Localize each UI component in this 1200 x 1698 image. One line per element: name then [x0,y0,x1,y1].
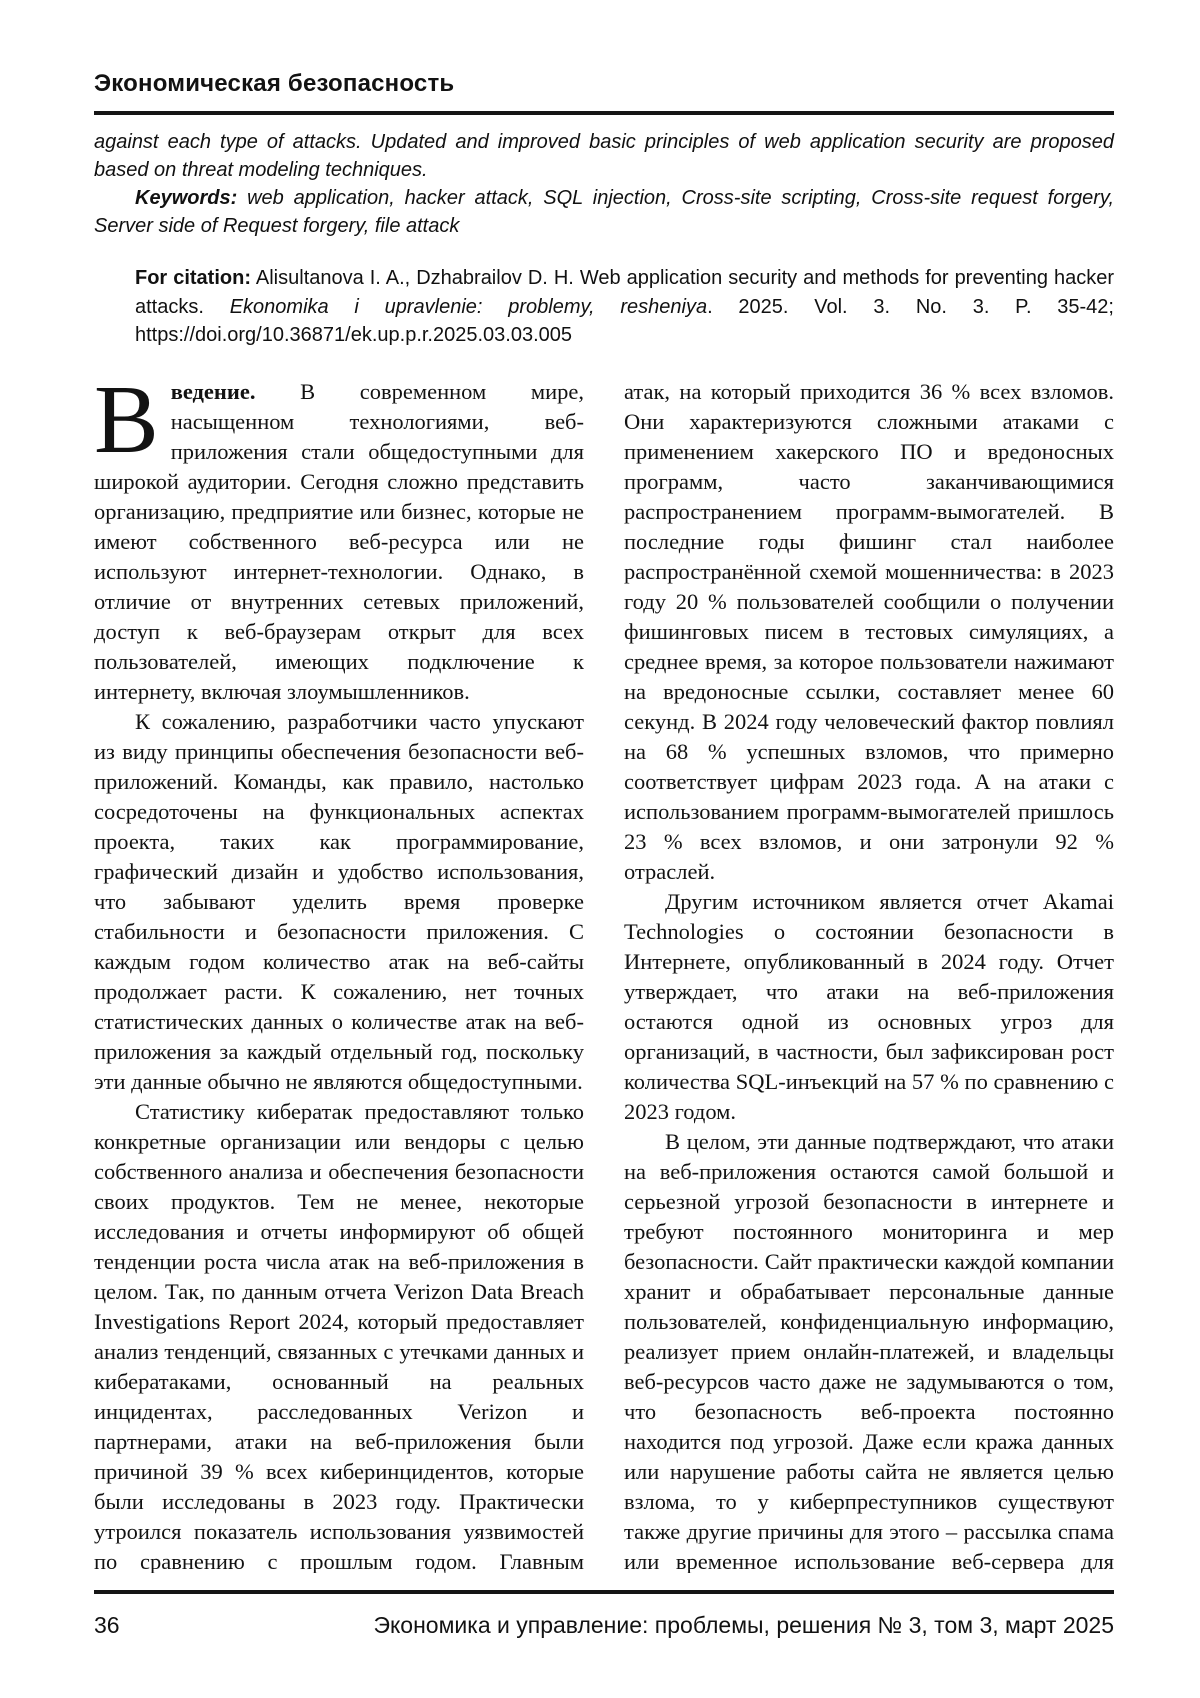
keywords-label: Keywords: [135,187,238,209]
keywords-text: web application, hacker attack, SQL injection, Cross-site scripting, Cross-site request forgery, Server side of Request forgery, file attack [94,187,1114,237]
citation-authors-title: Alisultanova I. A., Dzhabrailov D. H. Web application security and methods for preventing hacker attacks. [135,267,1114,318]
citation-details: . 2025. Vol. 3. No. 3. P. 35-42; https://doi.org/10.36871/ek.up.p.r.2025.03.03.005 [135,295,1114,346]
body-paragraph: К сожалению, разработчики часто упускают из виду принципы обеспечения безопасности веб-приложений. Команды, как правило, настолько сосредоточены на функциональных аспектах проекта, таких как программирование, графический дизайн и удобство использования, что забывают уделить время проверке стабильности и безопасности приложения. С каждым годом количество атак на веб-сайты продолжает расти. К сожалению, нет точных статистических данных о количестве атак на веб-приложения за каждый отдельный год, поскольку эти данные обычно не являются общедоступными. [94,708,584,1094]
abstract-block [94,128,1114,240]
footer-row [94,1594,1114,1639]
body-paragraph: Статистику кибератак предоставляют только конкретные организации или вендоры с целью собственного анализа и обеспечения безопасности своих продуктов. Тем не менее, некоторые исследования и отчеты информируют об общей тенденции роста числа атак на веб-приложения в целом. Так, по данным отчета Verizon Data Breach Investigations Report 2024, который предоставляет анализ тенденций, связанных с утечками данных и кибератаками, основанный на реальных инцидентах, расследованных Verizon и партнерами, атаки на веб-приложения были причиной 39 % всех киберинцидентов, которые были исследованы в 2023 году. Практически утроился показатель использования уязвимостей по сравнению с прошлым годом. Главным [94,1098,584,1573]
citation-block [135,264,1114,350]
body-paragraph-continuation: атак, на который приходится 36 % всех взломов. Они характеризуются сложными атаками с применением хакерского ПО и вредоносных программ, часто заканчивающимися распространением программ-вымогателей. В последние годы фишинг стал наиболее распространённой схемой мошенничества: в 2023 году 20 % пользователей сообщили о получении фишинговых писем в тестовых симуляциях, а среднее время, за которое пользователи нажимают на вредоносные ссылки, составляет менее 60 секунд. В 2024 году человеческий фактор повлиял на 68 % успешных взломов, что примерно соответствует цифрам 2023 года. А на атаки с использованием программ-вымогателей пришлось 23 % всех взломов, и они затронули 92 % отраслей. [624,378,1114,884]
drop-cap: В [94,376,159,473]
intro-paragraph [94,377,584,707]
keywords-line [94,184,1114,240]
citation-label: For citation: [135,267,251,289]
header-divider-rule [94,111,1114,115]
page-number: 36 [94,1612,120,1638]
body-paragraph: Другим источником является отчет Akamai Technologies о состоянии безопасности в Интернете, опубликованный в 2024 году. Отчет утверждает, что атаки на веб-приложения остаются одной из основных угроз для организаций, в частности, был зафиксирован рост количества SQL-инъекций на 57 % по сравнению с 2023 годом. [624,888,1114,1124]
left-column [94,377,584,1573]
page-content [94,0,1114,1573]
article-body [94,377,1114,1573]
intro-paragraph-text: В современном мире, насыщенном технологиями, веб-приложения стали общедоступными для широкой аудитории. Сегодня сложно представить организацию, предприятие или бизнес, которые не имеют собственного веб-ресурса или не используют интернет-технологии. Однако, в отличие от внутренних сетевых приложений, доступ к веб-браузерам открыт для всех пользователей, имеющих подключение к интернету, включая злоумышленников. [94,378,584,704]
citation-journal-name: Ekonomika i upravlenie: problemy, resheniya [229,295,708,318]
body-paragraph: В целом, эти данные подтверждают, что атаки на веб-приложения остаются самой большой и серьезной угрозой безопасности в интернете и требуют постоянного мониторинга и мер безопасности. Сайт практически каждой компании хранит и обрабатывает персональные данные пользователей, конфиденциальную информацию, реализует прием онлайн-платежей, и владельцы веб-ресурсов часто даже не задумываются о том, что безопасность веб-проекта постоянно находится под угрозой. Даже если кража данных или нарушение работы сайта не является целью взлома, то у киберпреступников существуют также другие причины для этого – рассылка спама или временное использование веб-сервера для [624,1128,1114,1573]
abstract-text: against each type of attacks. Updated and improved basic principles of web application security are proposed based on threat modeling techniques. [94,131,1114,181]
intro-lead-word: ведение. [170,378,256,404]
page-footer [94,1590,1114,1639]
right-column [624,377,1114,1573]
journal-footer-line: Экономика и управление: проблемы, решения № 3, том 3, март 2025 [373,1612,1114,1638]
section-header: Экономическая безопасность [94,70,455,97]
